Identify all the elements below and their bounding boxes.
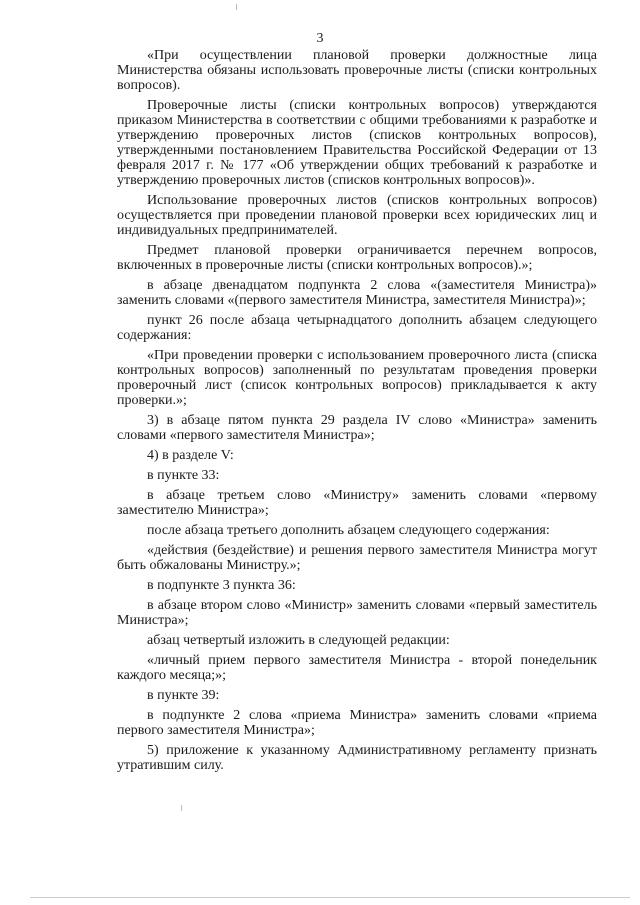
paragraph-19: в подпункте 2 слова «приема Министра» заменить словами «приема первого заместителя Министра»; bbox=[117, 708, 597, 738]
paragraph-4: Предмет плановой проверки ограничивается перечнем вопросов, включенных в проверочные листы (списки контрольных вопросов).»; bbox=[117, 243, 597, 273]
page-number: 3 bbox=[316, 31, 324, 46]
paragraph-20: 5) приложение к указанному Административному регламенту признать утратившим силу. bbox=[117, 743, 597, 773]
paragraph-10: в пункте 33: bbox=[147, 468, 220, 483]
paragraph-13: «действия (бездействие) и решения первого заместителя Министра могут быть обжалованы Министру.»; bbox=[117, 543, 597, 573]
document-body bbox=[117, 48, 597, 778]
scan-line-bottom bbox=[30, 897, 630, 898]
paragraph-8: 3) в абзаце пятом пункта 29 раздела IV слово «Министра» заменить словами «первого заместителя Министра»; bbox=[117, 413, 597, 443]
paragraph-14: в подпункте 3 пункта 36: bbox=[147, 578, 296, 593]
paragraph-1: «При осуществлении плановой проверки должностные лица Министерства обязаны использовать проверочные листы (списки контрольных вопросов). bbox=[117, 48, 597, 93]
paragraph-6: пункт 26 после абзаца четырнадцатого дополнить абзацем следующего содержания: bbox=[117, 313, 597, 343]
paragraph-3: Использование проверочных листов (списков контрольных вопросов) осуществляется при проведении плановой проверки всех юридических лиц и индивидуальных предпринимателей. bbox=[117, 193, 597, 238]
paragraph-7: «При проведении проверки с использованием проверочного листа (списка контрольных вопросов) заполненный по результатам проведения проверки проверочный лист (список контрольных вопросов) прикладывается к акту проверки.»; bbox=[117, 348, 597, 408]
scan-mark-bottom bbox=[181, 805, 182, 811]
paragraph-15: в абзаце втором слово «Министр» заменить словами «первый заместитель Министра»; bbox=[117, 598, 597, 628]
paragraph-11: в абзаце третьем слово «Министру» заменить словами «первому заместителю Министра»; bbox=[117, 488, 597, 518]
paragraph-17: «личный прием первого заместителя Министра - второй понедельник каждого месяца;»; bbox=[117, 653, 597, 683]
paragraph-2: Проверочные листы (списки контрольных вопросов) утверждаются приказом Министерства в соответствии с общими требованиями к разработке и утверждению проверочных листов (списков контрольных вопросов), утвержденными постановлением Правительства Российской Федерации от 13 февраля 2017 г. № 177 «Об утверждении общих требований к разработке и утверждению проверочных листов (списков контрольных вопросов)». bbox=[117, 98, 597, 188]
paragraph-5: в абзаце двенадцатом подпункта 2 слова «(заместителя Министра)» заменить словами «(первого заместителя Министра, заместителя Министра)»; bbox=[117, 278, 597, 308]
paragraph-18: в пункте 39: bbox=[147, 688, 220, 703]
paragraph-12: после абзаца третьего дополнить абзацем следующего содержания: bbox=[147, 523, 550, 538]
scan-mark-top bbox=[236, 4, 237, 10]
paragraph-16: абзац четвертый изложить в следующей редакции: bbox=[147, 633, 450, 648]
paragraph-9: 4) в разделе V: bbox=[147, 448, 234, 463]
